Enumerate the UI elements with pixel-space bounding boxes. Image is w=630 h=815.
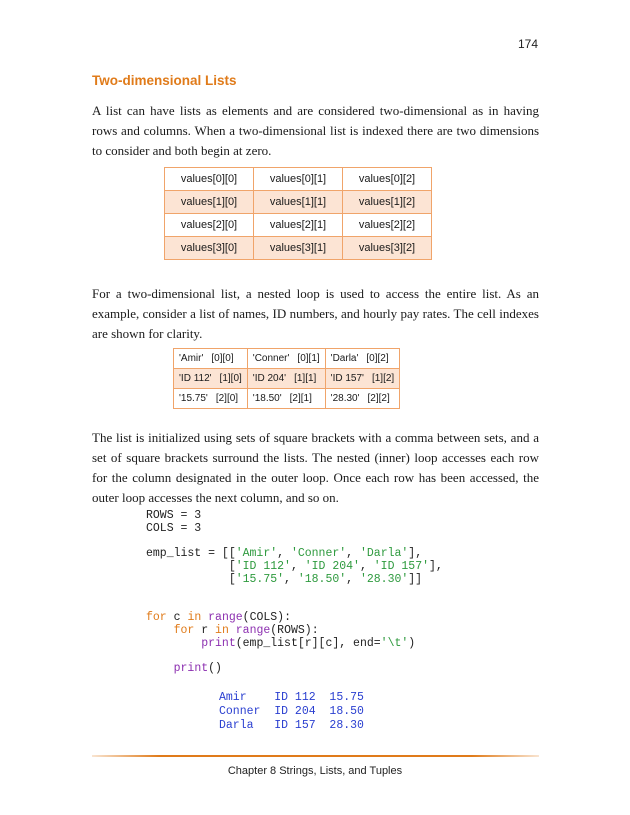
table-cell: [174, 389, 248, 409]
footer-divider: [92, 755, 539, 757]
string-literal: '18.50': [297, 572, 347, 586]
string-literal: 'Amir': [235, 547, 278, 560]
code-line: [146, 573, 422, 586]
cell-value: 'ID 204': [252, 373, 287, 384]
code-constants: [146, 510, 201, 536]
table-row: [165, 168, 432, 191]
keyword: in: [215, 623, 229, 637]
string-literal: 'ID 112': [235, 559, 291, 573]
output-line: Amir ID 112 15.75: [219, 691, 364, 704]
table-cell: [325, 389, 400, 409]
cell-value: '18.50': [252, 393, 282, 404]
code-token: ,: [277, 547, 291, 560]
table-cell: values[1][2]: [343, 191, 432, 214]
code-token: ,: [284, 572, 298, 586]
code-token: emp_list = [[: [146, 547, 236, 560]
section-title: Two-dimensional Lists: [92, 73, 237, 88]
code-list-init: [146, 548, 443, 586]
code-token: ,: [346, 572, 360, 586]
code-token: c: [173, 611, 181, 624]
table-cell: values[1][0]: [165, 191, 254, 214]
keyword: for: [146, 611, 167, 624]
page-number: 174: [517, 37, 538, 51]
code-token: [: [146, 572, 236, 586]
code-token: ]]: [408, 572, 423, 586]
table-cell: [247, 349, 325, 369]
cell-index: [0][0]: [211, 353, 234, 364]
builtin-function: print: [201, 636, 236, 650]
cell-value: 'Amir': [179, 353, 204, 364]
table-row: [165, 191, 432, 214]
table-row: [174, 349, 400, 369]
table-row: [174, 369, 400, 389]
code-token: (COLS):: [242, 611, 291, 624]
cell-value: 'Darla': [330, 353, 359, 364]
cell-index: [0][2]: [366, 353, 389, 364]
table-cell: values[2][2]: [343, 214, 432, 237]
code-token: ,: [290, 559, 305, 573]
string-literal: 'Darla': [359, 547, 409, 560]
code-line: [146, 637, 415, 650]
string-literal: 'ID 204': [304, 559, 360, 573]
cell-index: [0][1]: [297, 353, 320, 364]
string-literal: '28.30': [359, 572, 409, 586]
intro-paragraph: A list can have lists as elements and are considered two-dimensional as in having rows and columns. When a two-dimensional list is indexed there are two dimensions to consider and both begin at zero.: [92, 103, 539, 158]
cell-index: [2][0]: [215, 393, 239, 404]
table-cell: [174, 349, 248, 369]
code-token: ],: [408, 547, 423, 560]
table-cell: values[2][1]: [254, 214, 343, 237]
code-token: r: [201, 623, 209, 637]
cell-index: [1][1]: [294, 373, 317, 384]
cell-value: 'ID 112': [179, 373, 212, 384]
string-literal: '15.75': [235, 572, 285, 586]
cell-value: '15.75': [179, 393, 208, 404]
string-literal: 'Conner': [290, 547, 347, 560]
code-line: [146, 662, 222, 675]
code-line: [146, 611, 291, 624]
table-row: [165, 237, 432, 260]
code-token: ,: [359, 559, 374, 573]
cell-value: 'Conner': [252, 353, 290, 364]
table-row: [174, 389, 400, 409]
code-line: COLS = 3: [146, 521, 202, 535]
code-line: ROWS = 3: [146, 509, 202, 522]
code-line: [146, 624, 319, 637]
chapter-footer: Chapter 8 Strings, Lists, and Tuples: [227, 765, 403, 777]
table-cell: values[3][1]: [254, 237, 343, 260]
table-cell: values[0][1]: [254, 168, 343, 191]
table-cell: [325, 369, 400, 389]
cell-index: [2][1]: [289, 393, 312, 404]
cell-index: [1][0]: [219, 373, 242, 384]
table-cell: values[0][2]: [343, 168, 432, 191]
table-row: [165, 214, 432, 237]
code-token: ,: [346, 547, 360, 560]
table-cell: values[2][0]: [165, 214, 254, 237]
nested-loop-paragraph: For a two-dimensional list, a nested loop is used to access the entire list. As an example, consider a list of names, ID numbers, and hourly pay rates. The cell indexes are shown for clarity.: [92, 286, 539, 341]
table-cell: [247, 369, 325, 389]
table-cell: values[1][1]: [254, 191, 343, 214]
output-line: Darla ID 157 28.30: [219, 718, 364, 732]
cell-value: 'ID 157': [330, 373, 364, 384]
employee-table: [173, 348, 400, 409]
cell-index: [1][2]: [371, 373, 395, 384]
code-token: [: [146, 559, 236, 573]
code-loop: [146, 612, 415, 676]
cell-index: [2][2]: [367, 393, 390, 404]
code-line: [146, 547, 422, 560]
code-token: ],: [429, 559, 443, 573]
table-cell: [325, 349, 400, 369]
initialization-paragraph: The list is initialized using sets of square brackets with a comma between sets, and a set of square brackets surround the lists. The nested (inner) loop accesses each row for the column designated in the outer loop. Once each row has been accessed, the outer loop accesses the next column, and so on.: [92, 430, 539, 505]
code-line: [146, 560, 443, 573]
cell-value: '28.30': [330, 393, 360, 404]
table-cell: values[0][0]: [165, 168, 254, 191]
code-token: (): [208, 662, 222, 676]
table-cell: [247, 389, 325, 409]
program-output: [219, 691, 364, 732]
builtin-function: range: [208, 611, 243, 624]
table-cell: values[3][0]: [165, 237, 254, 260]
table-cell: [174, 369, 248, 389]
code-token: (emp_list[r][c], end=: [235, 636, 381, 650]
string-literal: 'ID 157': [373, 559, 429, 573]
code-token: (ROWS):: [270, 623, 319, 637]
builtin-function: range: [235, 623, 271, 637]
string-literal: '\t': [380, 636, 409, 650]
keyword: for: [173, 623, 195, 637]
builtin-function: print: [173, 662, 209, 676]
index-table: [164, 167, 432, 260]
output-line: Conner ID 204 18.50: [219, 704, 364, 718]
keyword: in: [187, 611, 202, 624]
code-token: ): [408, 636, 416, 650]
table-cell: values[3][2]: [343, 237, 432, 260]
